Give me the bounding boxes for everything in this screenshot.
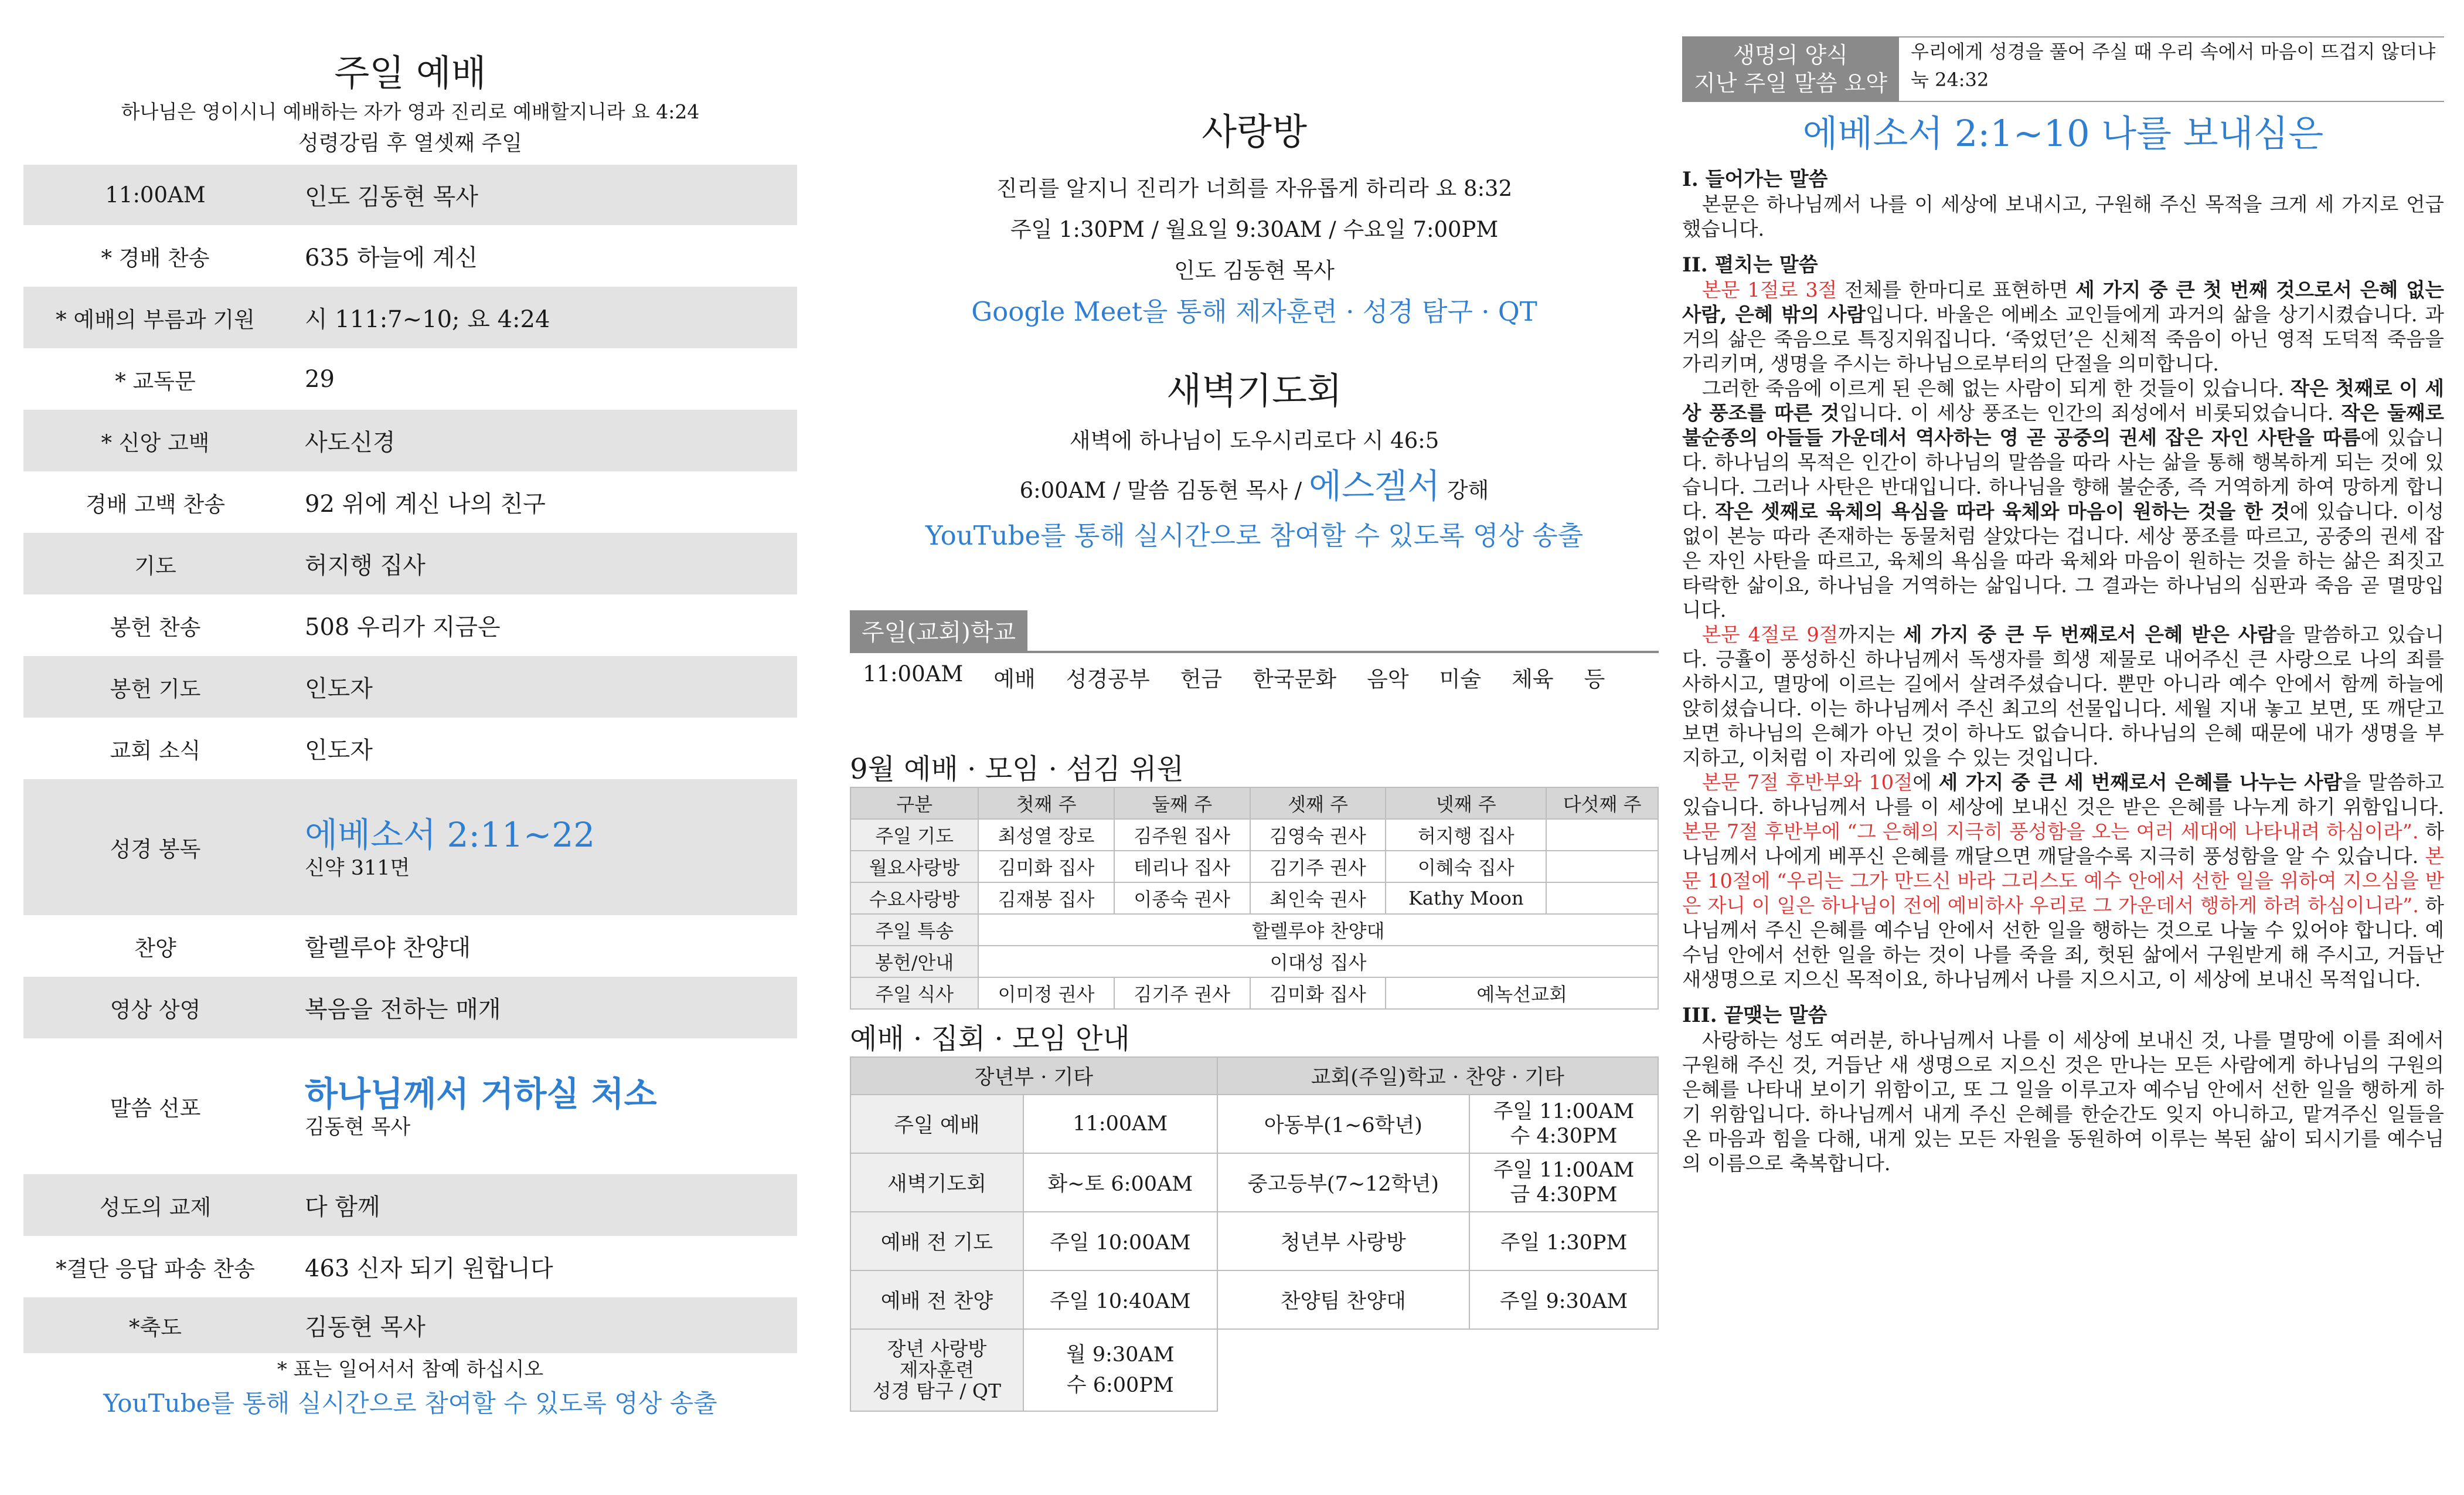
duty-title: 9월 예배 · 모임 · 섬김 위원 [850,753,1184,786]
sunday-name: 성령강림 후 열셋째 주일 [298,131,523,155]
order-row [23,1297,797,1353]
order-row-scripture [23,779,797,915]
order-row [23,656,797,718]
worship-order-column [23,0,797,1495]
table-cell: 이종숙 권사 [1114,882,1250,914]
emphasis: 세 가지 중 큰 두 번째로서 은혜 받은 사람 [1903,623,2276,646]
table-header-row [850,1057,1658,1095]
table-cell: 찬양팀 찬양대 [1217,1270,1469,1329]
emphasis: 작은 첫째로 이 세상 풍조를 따른 것 [1682,377,2445,424]
cell-line: 수 6:00PM [1066,1374,1174,1397]
order-value: 인도자 [305,737,373,764]
time-line: 주일 11:00AM [1493,1100,1635,1123]
table-row [850,1095,1658,1153]
dawn-verse: 새벽에 하나님이 도우시리로다 시 46:5 [1069,428,1439,453]
table-row [850,1270,1658,1329]
sarang-times: 주일 1:30PM / 월요일 9:30AM / 수요일 7:00PM [1010,217,1499,242]
text-run: 까지는 [1838,623,1903,646]
order-label: 봉헌 기도 [110,676,201,702]
table-cell: 화~토 6:00AM [1023,1153,1217,1212]
table-header-row [850,787,1658,819]
text-run: 에 [1912,771,1939,794]
section-heading: I. 들어가는 말씀 [1682,168,1828,191]
table-cell: 김미화 집사 [978,851,1114,882]
cell-line: 성경 탐구 / QT [872,1380,1001,1402]
order-row [23,1174,797,1236]
order-label: 영상 상영 [110,997,201,1022]
order-value: 29 [305,365,335,393]
order-value: 인도자 [305,675,373,702]
order-row [23,287,797,348]
order-label: *축도 [129,1314,182,1340]
time-line: 주일 11:00AM [1493,1158,1635,1182]
table-cell: 최인숙 권사 [1250,882,1386,914]
empty-cell [1217,1329,1469,1411]
table-row [850,1329,1658,1411]
table-cell: 예배 전 기도 [850,1212,1023,1270]
sarang-title: 사랑방 [1202,110,1307,153]
order-value: 복음을 전하는 매개 [305,996,501,1023]
dawn-time: 6:00AM / 말씀 김동현 목사 / [1019,478,1302,503]
sermon-cell [287,1073,797,1140]
order-value: 김동현 목사 [305,1314,426,1341]
order-label: * 신앙 고백 [101,430,210,456]
sermon-title: 하나님께서 거하실 처소 [305,1074,657,1114]
order-value: 92 위에 계신 나의 친구 [305,491,546,518]
order-label: 찬양 [134,935,176,961]
table-header: 셋째 주 [1250,787,1386,819]
table-cell: 아동부(1~6학년) [1217,1095,1469,1153]
summary-verse: 우리에게 성경을 풀어 주실 때 우리 속에서 마음이 뜨겁지 않더냐 눅 24:32 [1899,36,2444,102]
order-value: 시 111:7~10; 요 4:24 [305,306,550,333]
text-run: 에 있습니다. 이성 없이 본능 따라 존재하는 동물처럼 살았다는 겁니다. 세상 풍조를 따르고, 공중의 권세 잡은 자인 사탄을 따르고, 육체의 욕심을 따라 육체와 마음이 원하는 것을 하는 삶은 죄짓고 타락한 삶이요, 하나님을 거역하는 삶입니다. 그 결과는 하나님의 심판과 죽음 곧 멸망입니다. [1682,500,2444,621]
dawn-time-line [850,461,1659,515]
order-label: 성도의 교제 [99,1194,212,1220]
summary-header [1682,36,2444,102]
table-row [850,977,1658,1009]
sermon-summary-column [1682,0,2444,1495]
order-label: *결단 응답 파송 찬송 [56,1256,255,1282]
table-cell: 예녹선교회 [1386,977,1658,1009]
order-row [23,348,797,410]
guide-section [850,1021,1659,1412]
table-header: 장년부 · 기타 [850,1057,1217,1095]
table-cell: 허지행 집사 [1386,819,1546,851]
order-label: 경배 고백 찬송 [86,491,225,517]
table-cell [1023,1329,1217,1411]
table-cell: 예배 전 찬양 [850,1270,1023,1329]
sermon-summary-title: 에베소서 2:1~10 나를 보내심은 [1802,112,2324,155]
school-item: 미술 [1439,667,1482,692]
table-header: 다섯째 주 [1546,787,1658,819]
table-cell: 이혜숙 집사 [1386,851,1546,882]
scripture-quote: 본문 7절 후반부에 “그 은혜의 지극히 풍성함을 오는 여러 세대에 나타내려 하심이라”. [1682,820,2419,843]
table-row [850,1153,1658,1212]
table-cell [1546,851,1658,882]
table-cell: 주일 10:00AM [1023,1212,1217,1270]
table-cell: 주일 예배 [850,1095,1023,1153]
table-cell: 월요사랑방 [850,851,978,882]
worship-verse: 하나님은 영이시니 예배하는 자가 영과 진리로 예배할지니라 요 4:24 [121,100,700,123]
table-cell [850,1329,1023,1411]
paragraph [1682,376,2444,623]
table-row [850,1212,1658,1270]
preacher-name: 김동현 목사 [305,1116,411,1139]
worship-order-list [23,165,797,1353]
time-line: 수 4:30PM [1510,1124,1618,1148]
dawn-suffix: 강해 [1447,478,1489,503]
table-cell: 할렐루야 찬양대 [978,914,1658,946]
order-row-sermon [23,1038,797,1174]
school-item: 성경공부 [1066,667,1150,692]
order-value: 사도신경 [305,429,396,456]
duty-section [850,752,1659,1010]
table-cell: 수요사랑방 [850,882,978,914]
table-cell: 김기주 권사 [1114,977,1250,1009]
table-row [850,946,1658,977]
table-cell [1469,1153,1658,1212]
table-cell [1546,819,1658,851]
summary-badge [1682,36,1899,102]
scripture-quote: 본문 10절에 “우리는 그가 만드신 바라 그리스도 예수 안에서 선한 일을 위하여 지으심을 받은 자니 이 일은 하나님이 전에 예비하사 우리로 그 가운데서 행하게 하려 하심이니라”. [1682,845,2444,917]
school-items [850,661,1659,693]
order-label: * 교독문 [115,368,196,394]
table-row [850,914,1658,946]
scripture-ref: 본문 7절 후반부와 10절 [1702,771,1913,794]
school-rule [850,651,1659,653]
section-heading: III. 끝맺는 말씀 [1682,1004,1827,1027]
order-label: 성경 봉독 [110,837,201,862]
text-run: 을 말씀하고 있습니다. 긍휼이 풍성하신 하나님께서 독생자를 희생 제물로 내어주신 큰 사랑으로 나의 죄를 사하시고, 멸망에 이르는 길에서 살려주셨습니다. 뿐만 아니라 예수 안에서 함께 하늘에 앉히셨습니다. 이는 하나님께서 주신 최고의 선물입니다. 세월 지내 놓고 보면, 또 깨닫고 보면 하나님의 은혜가 아닌 것이 하나도 없습니다. 하나님의 은혜 때문에 내가 생명을 부지하고, 이처럼 이 자리에 있을 수 있는 것입니다. [1682,623,2445,769]
table-cell: 김기주 권사 [1250,851,1386,882]
paragraph [1682,278,2444,376]
table-cell: 주일 식사 [850,977,978,1009]
order-value: 할렐루야 찬양대 [305,935,471,961]
table-cell: 테리나 집사 [1114,851,1250,882]
text-run: 에 있습니다. 하나님의 목적은 인간이 하나님의 말씀을 따라 사는 삶을 통해 행복하게 되는 것에 있습니다. 그러나 사탄은 반대입니다. 하나님을 향해 불순종, 즉 거역하게 하여 망하게 합니다. [1682,426,2445,523]
order-value: 508 우리가 지금은 [305,614,501,641]
youtube-note: YouTube를 통해 실시간으로 참여할 수 있도록 영상 송출 [103,1389,717,1418]
text-run: 그러한 죽음에 이르게 된 은혜 없는 사람이 되게 한 것들이 있습니다. [1702,377,2291,400]
table-cell [1469,1095,1658,1153]
table-cell [1546,882,1658,914]
order-row [23,915,797,977]
table-header: 교회(주일)학교 · 찬양 · 기타 [1217,1057,1658,1095]
table-cell: 주일 10:40AM [1023,1270,1217,1329]
duty-table [850,787,1659,1010]
order-row [23,410,797,471]
table-cell: Kathy Moon [1386,882,1546,914]
sarang-leader: 인도 김동현 목사 [1174,258,1335,283]
table-cell: 김재봉 집사 [978,882,1114,914]
table-cell: 김미화 집사 [1250,977,1386,1009]
table-cell: 이미정 권사 [978,977,1114,1009]
order-row [23,533,797,594]
school-item: 헌금 [1180,667,1223,692]
order-label: 말씀 선포 [110,1096,201,1121]
guide-title: 예배 · 집회 · 모임 안내 [850,1022,1130,1055]
text-run: 하나님께서 주신 은혜를 예수님 안에서 선한 일을 행하는 것으로 나눌 수 있어야 합니다. 예수님 안에서 선한 일을 하는 것이 나를 죽을 죄, 헛된 삶에서 구원받게 해 주시고, 거듭난 새생명으로 지으신 목적이요, 하나님께서 나를 지으시고, 이 세상에 보내신 목적입니다. [1682,894,2444,991]
order-label: * 예배의 부름과 기원 [56,307,255,332]
school-item: 음악 [1367,667,1409,692]
order-row [23,165,797,225]
badge-line: 생명의 양식 [1733,42,1848,68]
emphasis: 작은 둘째로 불순종의 아들들 가운데서 역사하는 영 곧 공중의 권세 잡은 자인 사탄을 따름 [1682,402,2445,449]
cell-line: 제자훈련 [899,1358,975,1381]
cell-line: 월 9:30AM [1066,1343,1175,1367]
emphasis: 세 가지 중 큰 세 번째로서 은혜를 나누는 사람 [1938,771,2342,794]
order-row [23,471,797,533]
order-label: 11:00AM [105,182,206,208]
table-cell: 봉헌/안내 [850,946,978,977]
dawn-title: 새벽기도회 [1166,369,1342,412]
order-value: 인도 김동현 목사 [305,184,478,210]
table-row [850,882,1658,914]
dawn-book: 에스겔서 [1309,466,1441,506]
table-header: 첫째 주 [978,787,1114,819]
school-item: 예배 [993,667,1036,692]
school-item: 등 [1584,667,1605,692]
announcements-column [850,0,1659,1495]
guide-table [850,1056,1659,1412]
table-header: 구분 [850,787,978,819]
table-cell: 이대성 집사 [978,946,1658,977]
school-item: 한국문화 [1253,667,1337,692]
scripture-cell [287,814,797,881]
section-heading: II. 펼치는 말씀 [1682,253,1818,277]
text-run: 입니다. 이 세상 풍조는 인간의 죄성에서 비롯되었습니다. [1839,402,2342,424]
order-label: 봉헌 찬송 [110,614,201,640]
paragraph: 본문은 하나님께서 나를 이 세상에 보내시고, 구원해 주신 목적을 크게 세 가지로 언급했습니다. [1682,193,2444,240]
text-run: 전체를 한마디로 표현하면 [1837,278,2076,301]
table-cell: 김주원 집사 [1114,819,1250,851]
table-cell: 중고등부(7~12학년) [1217,1153,1469,1212]
scripture-ref: 본문 4절로 9절 [1702,623,1839,646]
empty-cell [1469,1329,1658,1411]
emphasis: 세 가지 중 큰 첫 번째 것으로서 은혜 없는 사람, 은혜 밖의 사람 [1682,278,2444,326]
order-value: 635 하늘에 계신 [305,244,478,271]
table-cell: 주일 1:30PM [1469,1212,1658,1270]
table-cell: 주일 기도 [850,819,978,851]
order-label: 교회 소식 [110,738,201,763]
table-cell: 주일 9:30AM [1469,1270,1658,1329]
stand-note: * 표는 일어서서 참예 하십시오 [277,1358,544,1381]
order-row [23,594,797,656]
order-value: 463 신자 되기 원합니다 [305,1255,553,1282]
table-cell: 최성열 장로 [978,819,1114,851]
paragraph [1682,770,2444,992]
table-header: 둘째 주 [1114,787,1250,819]
table-row [850,851,1658,882]
order-row [23,718,797,779]
page-title: 주일 예배 [334,52,486,94]
scripture-reading: 에베소서 2:11~22 [305,815,595,855]
order-value: 다 함께 [305,1194,380,1221]
table-cell: 11:00AM [1023,1095,1217,1153]
sarang-verse: 진리를 알지니 진리가 너희를 자유롭게 하리라 요 8:32 [996,176,1513,201]
school-item: 11:00AM [863,661,964,687]
paragraph [1682,623,2444,770]
table-cell: 청년부 사랑방 [1217,1212,1469,1270]
text-run: 하나님께서 나에게 베푸신 은혜를 깨달으면 깨달을수록 지극히 풍성함을 알 수 있습니다. [1682,820,2445,868]
table-cell: 김영숙 권사 [1250,819,1386,851]
order-label: * 경배 찬송 [101,245,210,271]
paragraph: 사랑하는 성도 여러분, 하나님께서 나를 이 세상에 보내신 것, 나를 멸망에 이를 죄에서 구원해 주신 것, 거듭난 새 생명으로 지으신 것은 만나는 모든 사람에게 하나님의 구원의 은혜를 나타내 보이기 위함이고, 또 그 일을 이루고자 예수님 안에서 선한 일을 행하게 하기 위함입니다. 하나님께서 내게 주신 은혜를 한순간도 잊지 아니하고, 맡겨주신 일들을 온 마음과 힘을 다해, 내게 있는 모든 자원을 동원하여 이루는 복된 삶이 되시기를 예수님의 이름으로 축복합니다. [1682,1029,2444,1175]
text-run: 을 말씀하고 있습니다. 하나님께서 나를 이 세상에 보내신 것은 받은 은혜를 나누게 하기 위함입니다. [1682,771,2444,818]
school-section [850,610,1659,693]
order-row [23,225,797,287]
order-value: 허지행 집사 [305,552,426,579]
emphasis: 작은 셋째로 육체의 욕심을 따라 육체와 마음이 원하는 것을 한 것 [1714,500,2290,523]
sarang-online: Google Meet을 통해 제자훈련 · 성경 탐구 · QT [971,296,1537,327]
school-item: 체육 [1512,667,1554,692]
scripture-page: 신약 311면 [305,857,410,880]
badge-line: 지난 주일 말씀 요약 [1694,70,1887,96]
order-row [23,977,797,1038]
text-run: 입니다. 바울은 에베소 교인들에게 과거의 삶을 상기시켰습니다. 과거의 삶은 죽음으로 특징지워집니다. ‘죽었던’은 신체적 죽음이 아닌 영적 도덕적 죽음을 가리키며, 생명을 주시는 하나님으로부터의 단절을 의미합니다. [1682,303,2444,375]
table-cell: 새벽기도회 [850,1153,1023,1212]
table-row [850,819,1658,851]
cell-line: 장년 사랑방 [887,1337,987,1360]
dawn-online: YouTube를 통해 실시간으로 참여할 수 있도록 영상 송출 [925,520,1584,551]
school-tab: 주일(교회)학교 [850,610,1027,651]
time-line: 금 4:30PM [1510,1183,1618,1207]
table-header: 넷째 주 [1386,787,1546,819]
scripture-ref: 본문 1절로 3절 [1702,278,1837,301]
order-row [23,1236,797,1297]
table-cell: 주일 특송 [850,914,978,946]
order-label: 기도 [134,553,176,579]
